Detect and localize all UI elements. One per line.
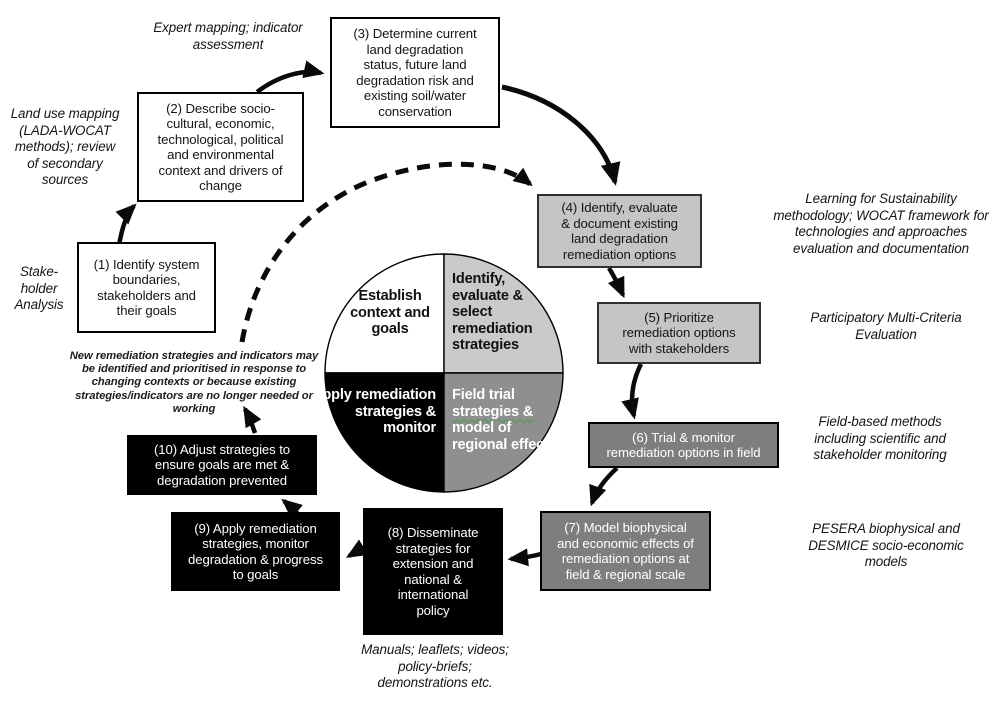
annotation-stakeholder-analysis: Stake-holder Analysis bbox=[14, 264, 64, 313]
arrow-7-to-8 bbox=[511, 554, 541, 559]
arrow-8-to-9 bbox=[349, 548, 364, 556]
pie-label-field-rest: model of regional effects bbox=[452, 420, 557, 453]
step-box-6 bbox=[588, 422, 779, 468]
step-box-1 bbox=[77, 242, 216, 333]
step-label-10: (10) Adjust strategies to ensure goals are met & degradation prevented bbox=[153, 441, 291, 488]
pie-label-field-line1: Field trial bbox=[452, 387, 515, 403]
annotation-pesera-desmice-models: PESERA biophysical and DESMICE socio-economic models bbox=[808, 521, 964, 570]
annotation-dissemination-materials: Manuals; leaflets; videos; policy-briefs; demonstrations etc. bbox=[361, 642, 509, 691]
step-label-7: (7) Model biophysical and economic effects of remediation options at field & regional scale bbox=[557, 520, 694, 582]
pie-label-establish: Establish context and goals bbox=[350, 288, 430, 338]
step-label-9: (9) Apply remediation strategies, monitor degradation & progress to goals bbox=[188, 520, 323, 582]
pie-label-apply: Apply remediation strategies & monitor bbox=[312, 387, 436, 437]
pie-label-field-line2-squiggle: strategies & bbox=[452, 403, 534, 420]
arrow-3-to-4 bbox=[502, 87, 615, 182]
step-label-8: (8) Disseminate strategies for extension and national & international policy bbox=[387, 525, 479, 618]
arrow-1-to-2 bbox=[119, 206, 134, 245]
annotation-land-use-mapping: Land use mapping (LADA-WOCAT methods); review of secondary sources bbox=[10, 106, 120, 188]
step-box-7 bbox=[540, 511, 711, 591]
step-box-8 bbox=[363, 508, 503, 635]
arrow-2-to-3 bbox=[257, 72, 321, 92]
annotation-participatory-mce: Participatory Multi-Criteria Evaluation bbox=[810, 310, 962, 342]
step-label-3: (3) Determine current land degradation status, future land degradation risk and existing soil/water conservation bbox=[353, 26, 477, 119]
annotation-field-based-methods: Field-based methods including scientific and stakeholder monitoring bbox=[813, 414, 947, 463]
feedback-note: New remediation strategies and indicators may be identified and prioritised in response to changing contexts or because existing strategies/indicators are no longer needed or working bbox=[69, 350, 319, 415]
pie-label-field bbox=[452, 387, 562, 453]
annotation-learning-for-sustainability: Learning for Sustainability methodology; WOCAT framework for technologies and approaches evaluation and documentation bbox=[773, 191, 989, 256]
step-label-2: (2) Describe socio-cultural, economic, technological, political and environmental context and drivers of change bbox=[157, 100, 284, 193]
step-box-5 bbox=[597, 302, 761, 364]
arrow-5-to-6 bbox=[632, 364, 641, 416]
annotation-expert-mapping: Expert mapping; indicator assessment bbox=[153, 20, 303, 52]
step-box-10 bbox=[127, 435, 317, 495]
pie-label-identify: Identify, evaluate & select remediation strategies bbox=[452, 271, 533, 354]
arrow-4-to-5 bbox=[609, 268, 623, 295]
step-box-9 bbox=[171, 512, 340, 591]
arrow-6-to-7 bbox=[592, 468, 617, 503]
step-label-4: (4) Identify, evaluate & document existing land degradation remediation options bbox=[561, 200, 678, 262]
step-box-3 bbox=[330, 17, 500, 128]
step-label-5: (5) Prioritize remediation options with stakeholders bbox=[622, 309, 736, 356]
step-label-6: (6) Trial & monitor remediation options in field bbox=[606, 429, 761, 460]
step-box-2 bbox=[137, 92, 304, 202]
step-label-1: (1) Identify system boundaries, stakeholders and their goals bbox=[93, 256, 200, 318]
step-box-4 bbox=[537, 194, 702, 268]
